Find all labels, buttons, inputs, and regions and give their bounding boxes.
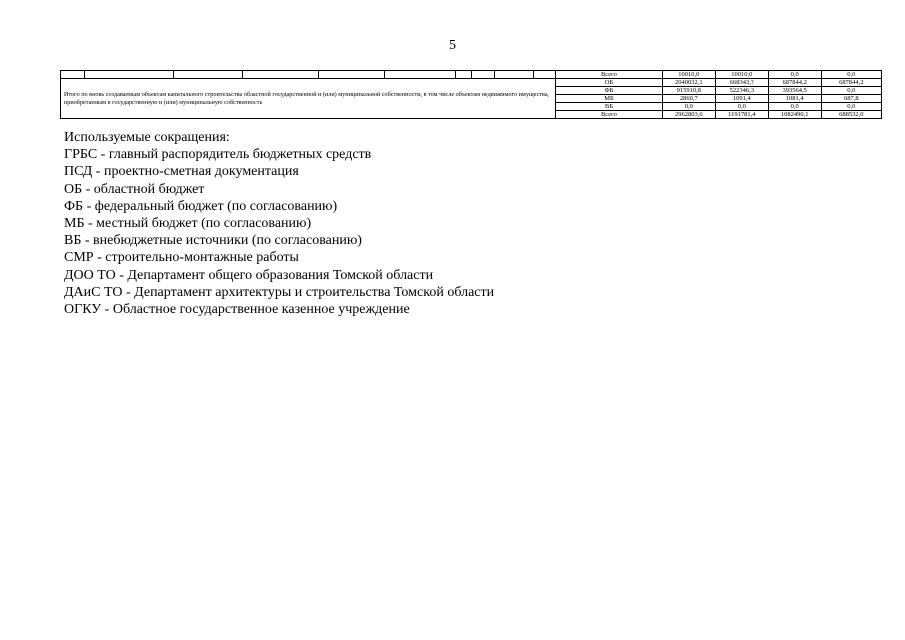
value-cell: 2040032,1: [662, 79, 715, 87]
source-label: Всего: [556, 71, 663, 79]
value-cell: 1081,4: [768, 95, 821, 103]
abbreviation-item: ОГКУ - Областное государственное казенное учреждение: [64, 302, 410, 318]
empty-cell: [384, 71, 456, 79]
value-cell: 10010,0: [662, 71, 715, 79]
value-cell: 522346,3: [715, 87, 768, 95]
empty-cell: [174, 71, 243, 79]
source-label: ФБ: [556, 87, 663, 95]
value-cell: 687844,2: [768, 79, 821, 87]
table-row-top: [61, 71, 882, 79]
value-cell: 0,0: [768, 71, 821, 79]
empty-cell: [456, 71, 472, 79]
abbreviation-item: ГРБС - главный распорядитель бюджетных средств: [64, 147, 372, 163]
empty-cell: [471, 71, 494, 79]
value-cell: 2962803,6: [662, 111, 715, 119]
source-label: ВБ: [556, 103, 663, 111]
value-cell: 10010,0: [715, 71, 768, 79]
value-cell: 0,0: [821, 71, 881, 79]
page-number: 5: [449, 38, 456, 53]
abbreviation-item: ДАиС ТО - Департамент архитектуры и строительства Томской области: [64, 284, 495, 300]
value-cell: 1082490,1: [768, 111, 821, 119]
value-cell: 688532,0: [821, 111, 881, 119]
value-cell: 0,0: [821, 87, 881, 95]
abbreviation-item: ВБ - внебюджетные источники (по согласованию): [64, 233, 362, 249]
empty-cell: [534, 71, 556, 79]
abbreviation-item: СМР - строительно-монтажные работы: [64, 250, 299, 266]
table-row: [61, 79, 882, 87]
abbreviation-item: ОБ - областной бюджет: [64, 181, 205, 197]
abbreviation-item: ПСД - проектно-сметная документация: [64, 164, 299, 180]
value-cell: 0,0: [821, 103, 881, 111]
empty-cell: [494, 71, 533, 79]
abbreviation-item: МБ - местный бюджет (по согласованию): [64, 216, 312, 232]
value-cell: 0,0: [662, 103, 715, 111]
budget-table: [60, 70, 882, 119]
value-cell: 1191781,4: [715, 111, 768, 119]
total-description: Итого по вновь создаваемым объектам капитального строительства областной государственной и (или) муниципальной собственности, в том числе объектам недвижимого имущества, приобретаемым в государственную и (или) муниципальную собственность: [61, 79, 556, 119]
empty-cell: [84, 71, 173, 79]
abbreviations-heading: Используемые сокращения:: [64, 130, 230, 145]
value-cell: 668343,?: [715, 79, 768, 87]
abbreviation-item: ФБ - федеральный бюджет (по согласованию): [64, 198, 338, 214]
empty-cell: [61, 71, 85, 79]
source-label: ОБ: [556, 79, 663, 87]
abbreviations-list: [64, 129, 884, 318]
empty-cell: [242, 71, 319, 79]
value-cell: 0,0: [768, 103, 821, 111]
empty-cell: [319, 71, 384, 79]
value-cell: 0,0: [715, 103, 768, 111]
source-label: Всего: [556, 111, 663, 119]
abbreviation-item: ДОО ТО - Департамент общего образования Томской области: [64, 267, 434, 283]
source-label: МБ: [556, 95, 663, 103]
value-cell: 1091,4: [715, 95, 768, 103]
value-cell: 2860,7: [662, 95, 715, 103]
value-cell: 687,8: [821, 95, 881, 103]
value-cell: 687844,2: [821, 79, 881, 87]
value-cell: 915910,8: [662, 87, 715, 95]
value-cell: 393564,5: [768, 87, 821, 95]
